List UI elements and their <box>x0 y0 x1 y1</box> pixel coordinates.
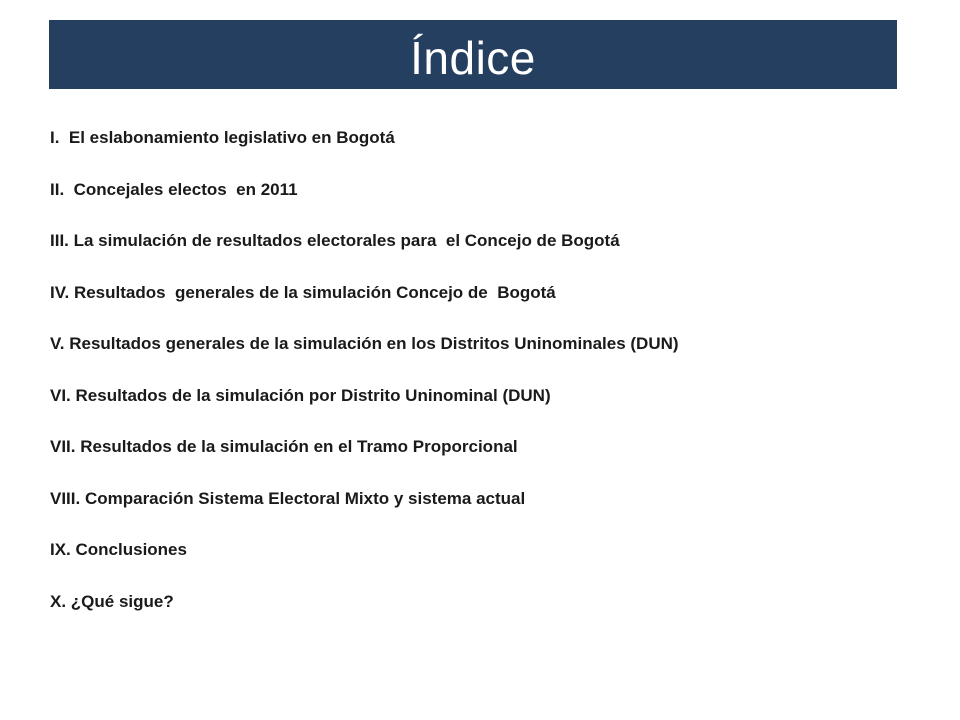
title-bar <box>49 20 897 89</box>
index-item-5: V. Resultados generales de la simulación en los Distritos Uninominales (DUN) <box>50 334 679 353</box>
index-item-6: VI. Resultados de la simulación por Distrito Uninominal (DUN) <box>50 385 551 405</box>
index-list <box>50 124 930 639</box>
index-item-2: II. Concejales electos en 2011 <box>50 179 298 199</box>
index-item-10: X. ¿Qué sigue? <box>50 591 174 611</box>
index-item-8: VIII. Comparación Sistema Electoral Mixto y sistema actual <box>50 488 526 508</box>
slide-title: Índice <box>410 31 536 84</box>
index-item-7: VII. Resultados de la simulación en el Tramo Proporcional <box>50 437 518 456</box>
index-item-1: I. El eslabonamiento legislativo en Bogotá <box>50 128 395 147</box>
index-item-3: III. La simulación de resultados electorales para el Concejo de Bogotá <box>50 231 620 250</box>
index-item-9: IX. Conclusiones <box>50 540 187 559</box>
index-item-4: IV. Resultados generales de la simulación Concejo de Bogotá <box>50 282 556 302</box>
